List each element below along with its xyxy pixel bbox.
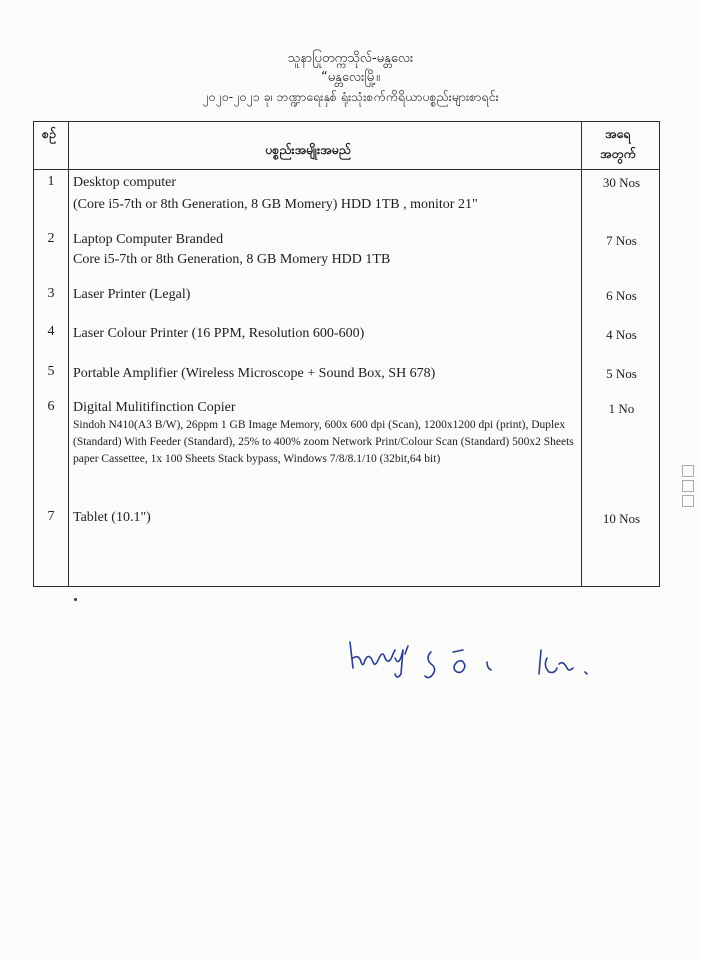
city-name: “မန္တလေးမြို့။ (321, 70, 380, 85)
mark-box (682, 465, 694, 477)
row-number: 5 (47, 364, 55, 379)
document-title: ၂၀၂၀-၂၀၂၁ ခု၊ ဘဏ္ဍာရေးနှစ် ရုံးသုံးစက်ကိရိယာပစ္စည်းများစာရင်း (202, 89, 499, 104)
column-header-quantity: အရေ (605, 126, 631, 141)
item-title: Laptop Computer Branded (73, 232, 224, 247)
item-quantity: 5 Nos (606, 366, 637, 381)
item-quantity: 7 Nos (606, 233, 637, 248)
table-row (73, 173, 578, 214)
table-row (73, 324, 578, 343)
ink-dot (74, 598, 77, 601)
item-quantity: 4 Nos (606, 327, 637, 342)
column-divider (68, 122, 69, 586)
item-quantity: 30 Nos (602, 175, 641, 190)
table-row (73, 364, 578, 383)
item-detail: Sindoh N410(A3 B/W), 26ppm 1 GB Image Memory, 600x 600 dpi (Scan), 1200x1200 dpi (print), Duplex (Standard) With Feeder (Standard), 25% to 400% zoom Network Print/Colour Scan (Standard) 500x2 Sheets paper Cassettee, 1x 100 Sheets Stack bypass, Windows 7/8/8.1/10 (32bit,64 bit) (73, 419, 574, 465)
row-number: 4 (47, 324, 55, 339)
item-title: Digital Mulitifinction Copier (73, 400, 236, 415)
mark-box (682, 480, 694, 492)
institution-name: သူနာပြုတက္ကသိုလ်-မန္တလေး (287, 51, 414, 66)
item-title: Tablet (10.1") (73, 510, 151, 525)
item-detail: Core i5-7th or 8th Generation, 8 GB Momery HDD 1TB (73, 252, 391, 267)
item-title: Desktop computer (73, 175, 177, 190)
row-number: 1 (47, 174, 55, 189)
item-title: Laser Colour Printer (16 PPM, Resolution 600-600) (73, 326, 365, 341)
item-quantity: 1 No (608, 401, 635, 416)
header-divider (34, 169, 659, 170)
item-title: Laser Printer (Legal) (73, 287, 191, 302)
row-number: 6 (47, 399, 55, 414)
table-row (73, 285, 578, 304)
row-number: 2 (47, 231, 55, 246)
row-number: 3 (47, 286, 55, 301)
column-header-description: ပစ္စည်းအမျိုးအမည် (265, 142, 351, 157)
item-quantity: 10 Nos (602, 511, 641, 526)
item-detail: (Core i5-7th or 8th Generation, 8 GB Momery) HDD 1TB , monitor 21" (73, 197, 478, 212)
item-quantity: 6 Nos (606, 288, 637, 303)
mark-box (682, 495, 694, 507)
row-number: 7 (47, 509, 55, 524)
page-marks (682, 465, 694, 510)
handwritten-signature (345, 628, 625, 688)
table-row (73, 230, 578, 269)
table-row (73, 508, 578, 527)
table-row (73, 398, 578, 468)
column-header-quantity-2: အတွက် (600, 146, 636, 161)
equipment-table (33, 121, 660, 587)
item-title: Portable Amplifier (Wireless Microscope + Sound Box, SH 678) (73, 366, 436, 381)
column-header-no: စဉ် (42, 126, 56, 141)
